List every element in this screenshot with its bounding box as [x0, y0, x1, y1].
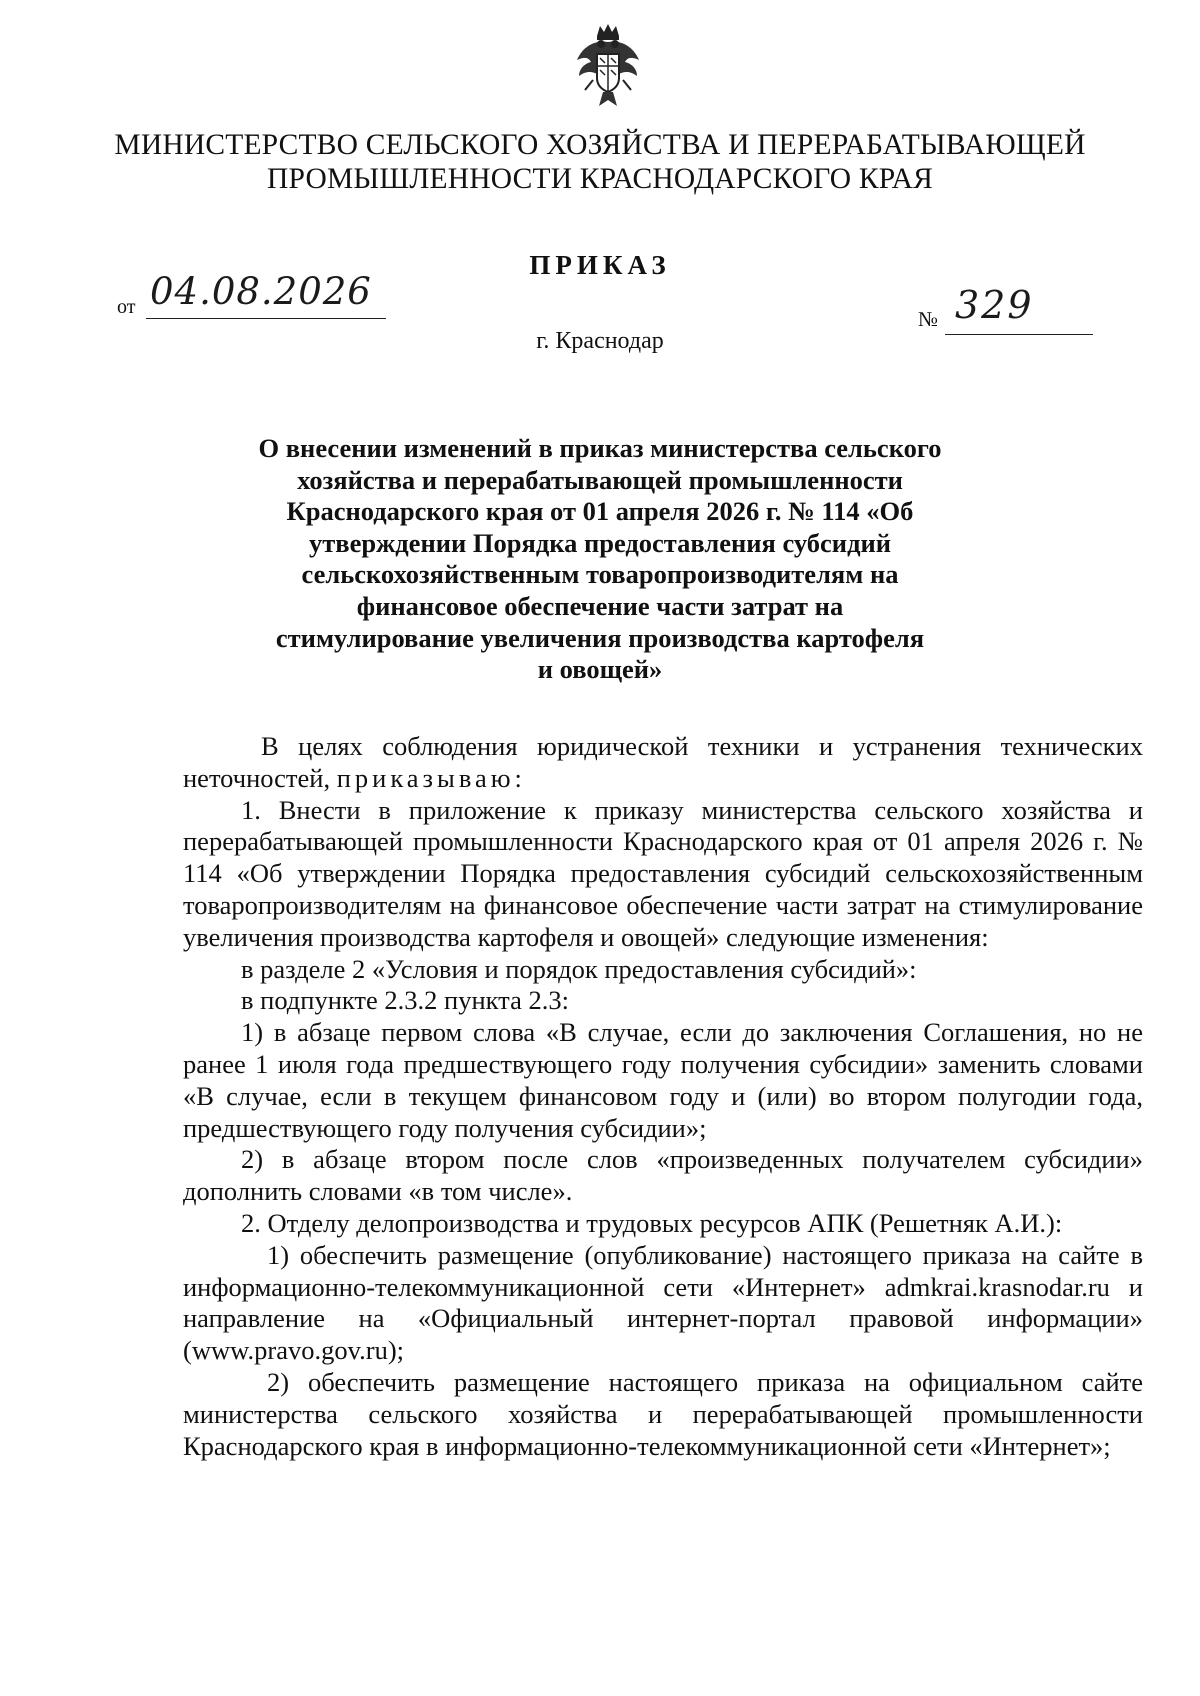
ministry-name [60, 128, 1140, 196]
paragraph-1-section: в разделе 2 «Условия и порядок предоставления субсидий»: [241, 953, 917, 984]
paragraph-1: 1. Внести в приложение к приказу министерства сельского хозяйства и перерабатывающей промышленности Краснодарского края от 01 апреля 2026 г. № 114 «Об утверждении Порядка предоставления субсидий сельскохозяйственным товаропроизводителям на финансовое обеспечение части затрат на стимулирование увеличения производства картофеля и овощей» следующие изменения: [183, 794, 1143, 952]
order-heading [240, 433, 960, 686]
intro-text: В целях соблюдения юридической техники и устранения технических неточностей, [183, 731, 1143, 793]
paragraph-2-item-1: 1) обеспечить размещение (опубликование) настоящего приказа на сайте в информационно-телекоммуникационной сети «Интернет» admkrai.krasnodar.ru и направление на «Официальный интернет-портал правовой информации» (www.pravo.gov.ru); [183, 1239, 1143, 1366]
paragraph-1-item-1: 1) в абзаце первом слова «В случае, если до заключения Соглашения, но не ранее 1 июля года предшествующего году получения субсидии» заменить словами «В случае, если в текущем финансовом году и (или) во втором полугодии года, предшествующего году получения субсидии»; [183, 1017, 1143, 1143]
date-from-label: от [117, 296, 136, 318]
krasnodar-krai-coat-of-arms-icon [573, 22, 643, 114]
paragraph-1-item-2: 2) в абзаце втором после слов «произведенных получателем субсидии» дополнить словами «в том числе». [183, 1144, 1143, 1207]
paragraph-1-subitem: в подпункте 2.3.2 пункта 2.3: [241, 985, 569, 1016]
city: г. Краснодар [536, 328, 664, 354]
heading-line: сельскохозяйственным товаропроизводителям на [301, 559, 899, 590]
document-type: ПРИКАЗ [529, 250, 671, 280]
order-body [183, 731, 1143, 1462]
heading-line: финансовое обеспечение части затрат на [356, 590, 844, 621]
heading-line: хозяйства и перерабатывающей промышленности [297, 464, 903, 495]
ministry-name-line-1: МИНИСТЕРСТВО СЕЛЬСКОГО ХОЗЯЙСТВА И ПЕРЕРАБАТЫВАЮЩЕЙ [114, 129, 1086, 161]
paragraph-2-item-2: 2) обеспечить размещение настоящего приказа на официальном сайте министерства сельского хозяйства и перерабатывающей промышленности Краснодарского края в информационно-телекоммуникационной сети «Интернет»; [183, 1366, 1143, 1461]
handwritten-date: 04.08.2026 [150, 270, 372, 313]
heading-line: О внесении изменений в приказ министерства сельского [258, 433, 942, 463]
order-word: приказываю: [336, 762, 526, 793]
ministry-name-line-2: ПРОМЫШЛЕННОСТИ КРАСНОДАРСКОГО КРАЯ [267, 163, 933, 195]
heading-line: и овощей» [537, 654, 663, 685]
intro-paragraph [183, 731, 1143, 795]
heading-line: Краснодарского края от 01 апреля 2026 г. № 114 «Об [286, 496, 914, 527]
date-underline [146, 318, 386, 319]
handwritten-number: 329 [955, 283, 1034, 327]
heading-line: утверждении Порядка предоставления субсидий [308, 527, 892, 558]
heading-line: стимулирование увеличения производства картофеля [275, 622, 925, 653]
paragraph-2: 2. Отделу делопроизводства и трудовых ресурсов АПК (Решетняк А.И.): [241, 1207, 1063, 1238]
number-label: № [918, 307, 939, 331]
